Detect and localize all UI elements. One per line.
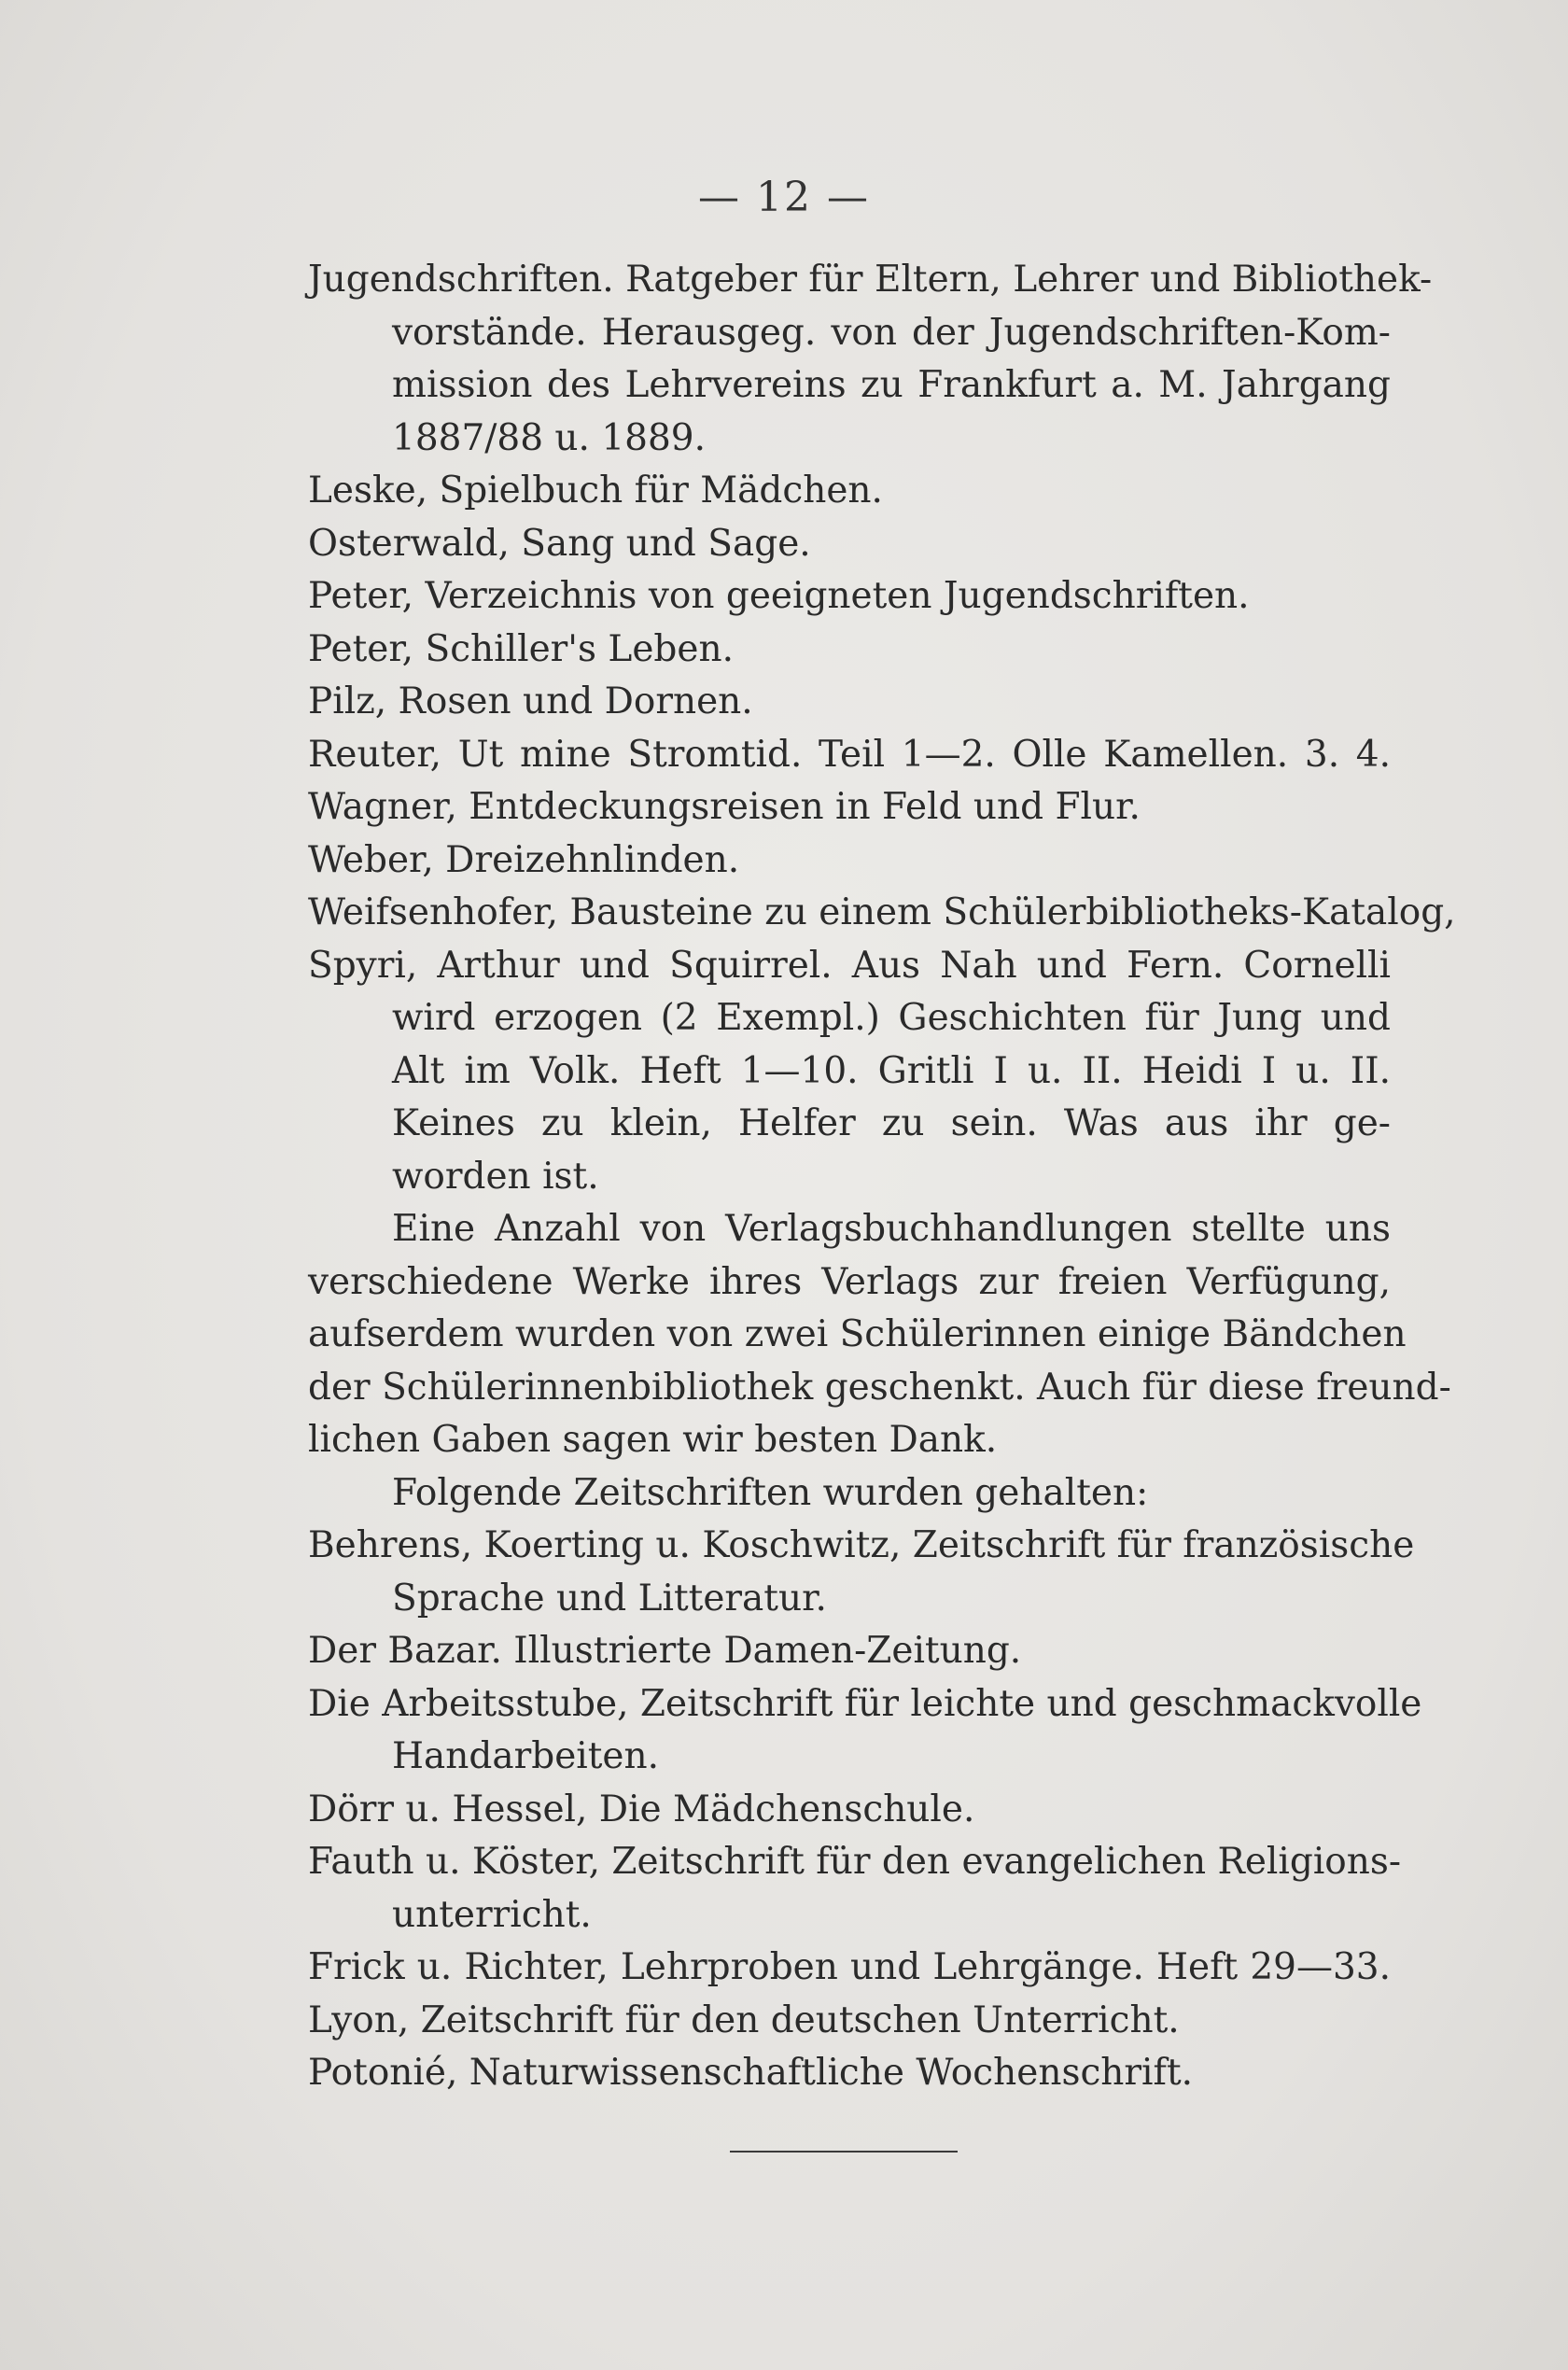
text-line: Keines zu klein, Helfer zu sein. Was aus ihr ge- [392, 1102, 1391, 1144]
text-line: Lyon, Zeitschrift für den deutschen Unterricht. [308, 1998, 1180, 2041]
text-line: Reuter, Ut mine Stromtid. Teil 1—2. Olle Kamellen. 3. 4. [308, 733, 1391, 776]
text-line: wird erzogen (2 Exempl.) Geschichten für Jung und [392, 997, 1391, 1039]
text-line: Peter, Verzeichnis von geeigneten Jugendschriften. [308, 575, 1250, 617]
text-line: Osterwald, Sang und Sage. [308, 522, 811, 565]
text-line: Eine Anzahl von Verlagsbuchhandlungen stellte uns [392, 1208, 1391, 1250]
text-line: der Schülerinnenbibliothek geschenkt. Auch für diese freund- [308, 1366, 1451, 1409]
text-line: Jugendschriften. Ratgeber für Eltern, Lehrer und Bibliothek- [308, 259, 1433, 301]
text-line: Dörr u. Hessel, Die Mädchenschule. [308, 1788, 975, 1830]
text-line: Spyri, Arthur und Squirrel. Aus Nah und Fern. Cornelli [308, 944, 1391, 987]
text-line: Weifsenhofer, Bausteine zu einem Schülerbibliotheks-Katalog, [308, 891, 1456, 933]
body-text [308, 254, 1456, 2100]
text-line: mission des Lehrvereins zu Frankfurt a. M. Jahrgang [392, 364, 1391, 406]
text-line: Der Bazar. Illustrierte Damen-Zeitung. [308, 1630, 1022, 1672]
text-line: aufserdem wurden von zwei Schülerinnen einige Bändchen [308, 1313, 1407, 1355]
text-line: verschiedene Werke ihres Verlags zur freien Verfügung, [308, 1260, 1391, 1303]
closing-rule [730, 2151, 958, 2153]
text-line: worden ist. [392, 1155, 599, 1198]
text-line: Fauth u. Köster, Zeitschrift für den evangelichen Religions- [308, 1841, 1402, 1883]
text-line: Alt im Volk. Heft 1—10. Gritli I u. II. Heidi I u. II. [392, 1049, 1391, 1092]
text-line: Frick u. Richter, Lehrproben und Lehrgänge. Heft 29—33. [308, 1946, 1391, 1988]
text-line: unterricht. [392, 1893, 592, 1936]
text-line: Behrens, Koerting u. Koschwitz, Zeitschrift für französische [308, 1524, 1415, 1566]
text-line: Handarbeiten. [392, 1735, 660, 1777]
text-line: Folgende Zeitschriften wurden gehalten: [392, 1471, 1149, 1514]
text-line: Pilz, Rosen und Dornen. [308, 680, 753, 722]
text-line: Die Arbeitsstube, Zeitschrift für leichte und geschmackvolle [308, 1682, 1422, 1725]
text-line: Leske, Spielbuch für Mädchen. [308, 470, 883, 512]
text-line: 1887/88 u. 1889. [392, 416, 706, 459]
text-line: Wagner, Entdeckungsreisen in Feld und Flur. [308, 786, 1141, 828]
text-line: Sprache und Litteratur. [392, 1577, 827, 1620]
page-number: — 12 — [698, 174, 870, 221]
text-line: lichen Gaben sagen wir besten Dank. [308, 1419, 998, 1461]
text-line: Potonié, Naturwissenschaftliche Wochenschrift. [308, 2052, 1194, 2094]
text-line: Peter, Schiller's Leben. [308, 627, 734, 670]
text-line: Weber, Dreizehnlinden. [308, 838, 740, 881]
text-line: vorstände. Herausgeg. von der Jugendschriften-Kom- [392, 311, 1391, 354]
